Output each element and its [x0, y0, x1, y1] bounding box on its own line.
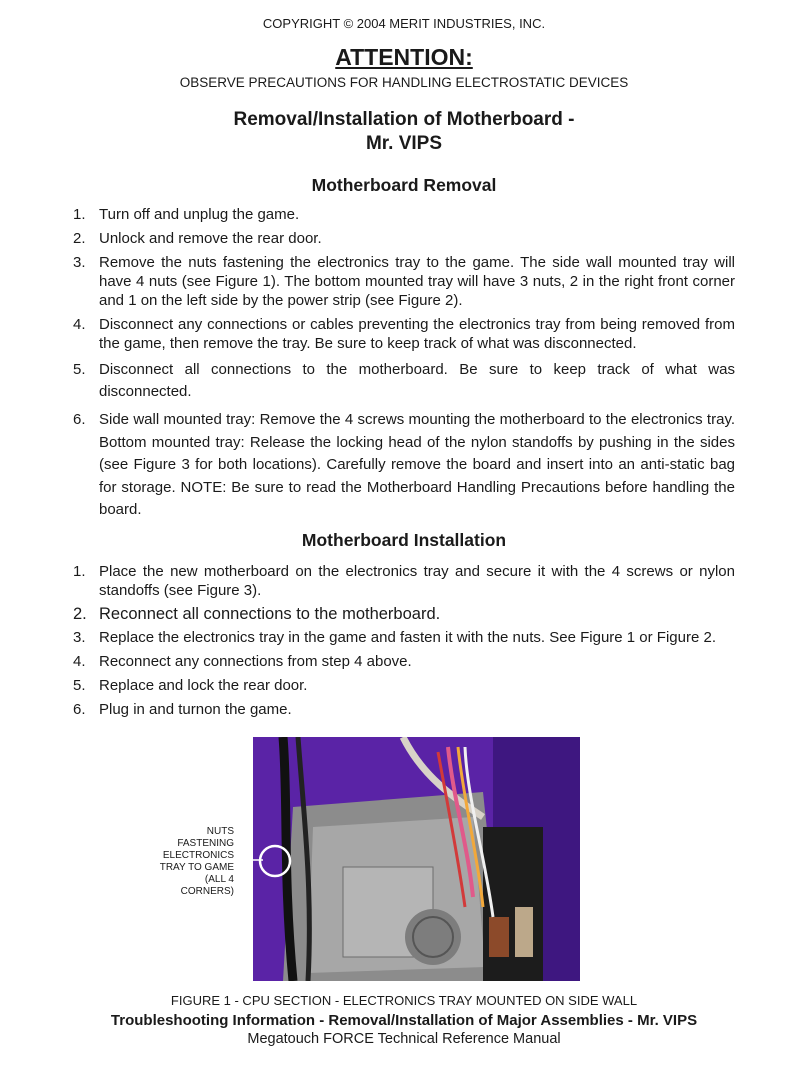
step-number: 2.	[73, 605, 87, 623]
step-text: Turn off and unplug the game.	[99, 206, 300, 223]
cable-connector	[515, 907, 533, 957]
page-title-line-2: Mr. VIPS	[365, 133, 443, 154]
callout-line: (ALL 4	[204, 874, 234, 885]
step-text: Plug in and turnon the game.	[99, 701, 292, 718]
installation-step	[73, 652, 735, 671]
callout-line: ELECTRONICS	[162, 850, 234, 861]
step-number: 6.	[73, 701, 86, 718]
step-number: 2.	[73, 230, 86, 247]
installation-step	[73, 628, 735, 647]
callout-line: CORNERS)	[180, 886, 234, 897]
step-text: Disconnect any connections or cables preventing the electronics tray from being removed from the game, then remove the tray. Be sure to keep track of what was disconnected.	[99, 316, 735, 352]
step-text: Replace the electronics tray in the game and fasten it with the nuts. See Figure 1 or Figure 2.	[99, 629, 716, 646]
step-number: 4.	[73, 653, 86, 670]
callout-line: NUTS	[206, 826, 234, 837]
step-number: 6.	[73, 411, 86, 428]
step-number: 3.	[73, 629, 86, 646]
installation-step	[73, 562, 735, 600]
step-number: 5.	[73, 361, 86, 378]
step-text: Reconnect any connections from step 4 above.	[99, 653, 412, 670]
removal-step	[73, 253, 735, 310]
removal-heading: Motherboard Removal	[311, 175, 497, 195]
attention-heading: ATTENTION:	[335, 44, 473, 70]
step-text: Disconnect all connections to the motherboard. Be sure to keep track of what was disconnected.	[99, 361, 735, 400]
footer-manual-name: Megatouch FORCE Technical Reference Manual	[247, 1031, 561, 1047]
figure-caption: FIGURE 1 - CPU SECTION - ELECTRONICS TRAY MOUNTED ON SIDE WALL	[170, 993, 638, 1008]
footer-title: Troubleshooting Information - Removal/Installation of Major Assemblies - Mr. VIPS	[110, 1012, 698, 1029]
removal-step	[73, 359, 735, 403]
installation-step	[73, 605, 735, 624]
step-number: 5.	[73, 677, 86, 694]
callout-line: TRAY TO GAME	[159, 862, 234, 873]
removal-step	[73, 205, 735, 224]
step-text: Place the new motherboard on the electronics tray and secure it with the 4 screws or nylon standoffs (see Figure 3).	[99, 563, 735, 599]
copyright-notice: COPYRIGHT © 2004 MERIT INDUSTRIES, INC.	[262, 16, 546, 31]
esd-warning: OBSERVE PRECAUTIONS FOR HANDLING ELECTROSTATIC DEVICES	[179, 75, 629, 90]
installation-step	[73, 676, 735, 695]
cpu-section-illustration	[253, 737, 580, 981]
step-text: Remove the nuts fastening the electronics tray to the game. The side wall mounted tray will have 4 nuts (see Figure 1). The bottom mounted tray will have 3 nuts, 2 in the right front corner and 1 on the left side by the power strip (see Figure 2).	[99, 254, 735, 309]
page-title	[0, 108, 808, 156]
figure-callout-label	[152, 826, 234, 898]
step-number: 3.	[73, 254, 86, 271]
removal-steps-list	[73, 205, 735, 522]
installation-step	[73, 700, 735, 719]
removal-step	[73, 409, 735, 522]
step-text: Reconnect all connections to the motherboard.	[99, 605, 441, 623]
step-number: 1.	[73, 563, 86, 580]
callout-line: FASTENING	[177, 838, 234, 849]
cpu-section-photo	[253, 737, 580, 981]
step-text: Unlock and remove the rear door.	[99, 230, 322, 247]
removal-step	[73, 315, 735, 353]
removal-step	[73, 229, 735, 248]
step-number: 1.	[73, 206, 86, 223]
step-text: Replace and lock the rear door.	[99, 677, 308, 694]
page-title-line-1: Removal/Installation of Motherboard -	[233, 109, 575, 130]
installation-heading: Motherboard Installation	[301, 530, 507, 550]
step-number: 4.	[73, 316, 86, 333]
connector-block	[489, 917, 509, 957]
step-text: Side wall mounted tray: Remove the 4 screws mounting the motherboard to the electronics tray. Bottom mounted tray: Release the locking head of the nylon standoffs by pushing in the sides (see Figure 3 for both locations). Carefully remove the board and insert into an anti-static bag for storage. NOTE: Be sure to read the Motherboard Handling Precautions before handling the board.	[99, 411, 735, 518]
installation-steps-list	[73, 562, 735, 719]
